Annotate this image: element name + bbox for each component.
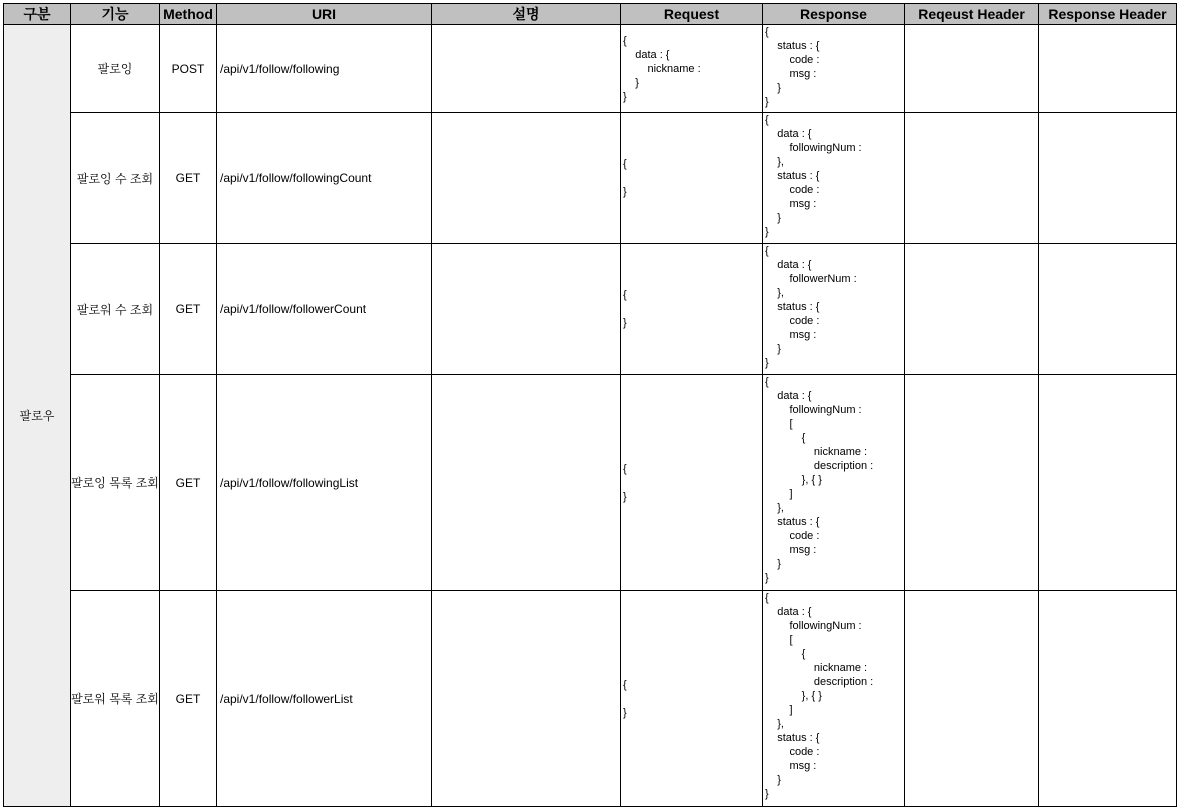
request-cell: { }	[621, 375, 763, 591]
request-header-cell	[905, 591, 1039, 807]
response-header-cell	[1039, 591, 1177, 807]
request-cell: { }	[621, 244, 763, 375]
request-cell: { }	[621, 591, 763, 807]
table-row	[4, 244, 1177, 375]
uri-cell: /api/v1/follow/following	[217, 25, 432, 113]
table-row	[4, 375, 1177, 591]
response-header-cell	[1039, 113, 1177, 244]
header-request: Request	[621, 4, 763, 25]
response-cell: { status : { code : msg : } }	[763, 25, 905, 113]
category-cell: 팔로우	[4, 25, 71, 807]
request-header-cell	[905, 375, 1039, 591]
response-header-cell	[1039, 375, 1177, 591]
method-cell: GET	[160, 591, 217, 807]
request-header-cell	[905, 25, 1039, 113]
method-cell: GET	[160, 113, 217, 244]
description-cell	[432, 591, 621, 807]
description-cell	[432, 375, 621, 591]
uri-cell: /api/v1/follow/followingList	[217, 375, 432, 591]
feature-cell: 팔로잉 수 조회	[71, 113, 160, 244]
method-cell: POST	[160, 25, 217, 113]
api-spec-table	[3, 3, 1177, 807]
feature-cell: 팔로워 목록 조회	[71, 591, 160, 807]
description-cell	[432, 113, 621, 244]
uri-cell: /api/v1/follow/followingCount	[217, 113, 432, 244]
response-cell: { data : { followingNum : }, status : { code : msg : } }	[763, 113, 905, 244]
header-request-header: Reqeust Header	[905, 4, 1039, 25]
description-cell	[432, 25, 621, 113]
feature-cell: 팔로잉 목록 조회	[71, 375, 160, 591]
request-cell: { }	[621, 113, 763, 244]
request-header-cell	[905, 113, 1039, 244]
feature-cell: 팔로워 수 조회	[71, 244, 160, 375]
uri-cell: /api/v1/follow/followerCount	[217, 244, 432, 375]
response-cell: { data : { followingNum : [ { nickname : description : }, { } ] }, status : { code : msg : } }	[763, 591, 905, 807]
header-response-header: Response Header	[1039, 4, 1177, 25]
request-header-cell	[905, 244, 1039, 375]
header-description: 설명	[432, 4, 621, 25]
feature-cell: 팔로잉	[71, 25, 160, 113]
response-header-cell	[1039, 244, 1177, 375]
response-cell: { data : { followingNum : [ { nickname : description : }, { } ] }, status : { code : msg : } }	[763, 375, 905, 591]
header-category: 구분	[4, 4, 71, 25]
response-cell: { data : { followerNum : }, status : { code : msg : } }	[763, 244, 905, 375]
request-cell: { data : { nickname : } }	[621, 25, 763, 113]
header-feature: 기능	[71, 4, 160, 25]
header-row	[4, 4, 1177, 25]
header-uri: URI	[217, 4, 432, 25]
method-cell: GET	[160, 375, 217, 591]
header-response: Response	[763, 4, 905, 25]
table-row	[4, 113, 1177, 244]
table-row	[4, 591, 1177, 807]
response-header-cell	[1039, 25, 1177, 113]
method-cell: GET	[160, 244, 217, 375]
description-cell	[432, 244, 621, 375]
header-method: Method	[160, 4, 217, 25]
uri-cell: /api/v1/follow/followerList	[217, 591, 432, 807]
table-row	[4, 25, 1177, 113]
